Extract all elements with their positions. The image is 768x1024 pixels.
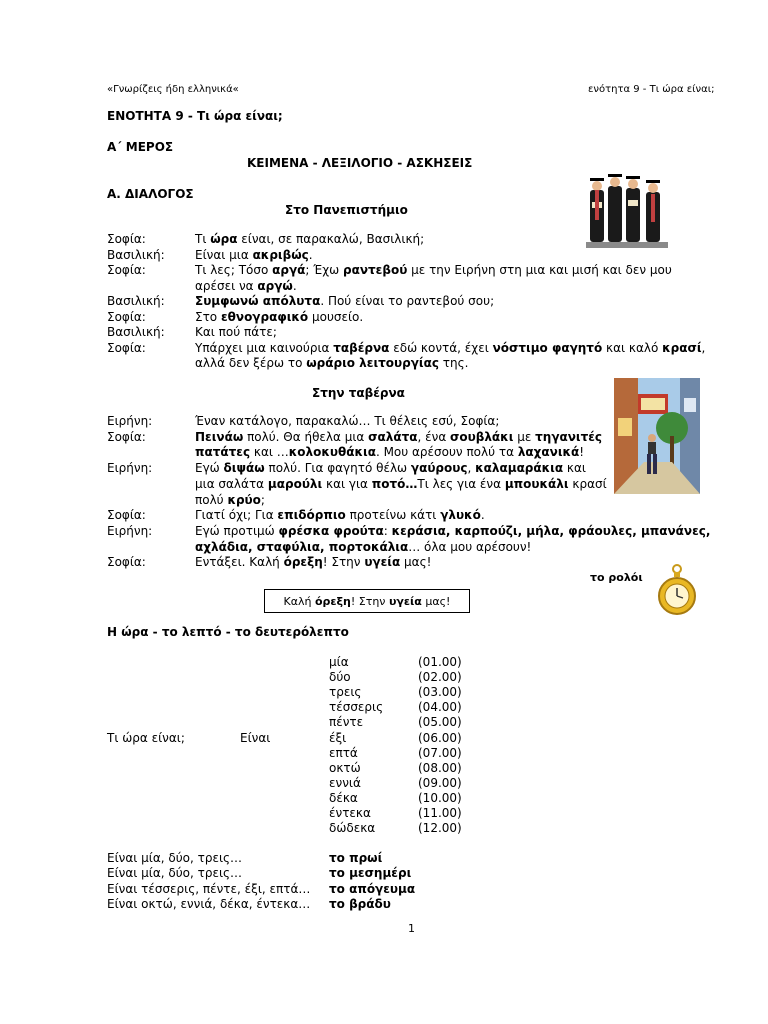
dialogue-line xyxy=(195,325,717,340)
text-run: γαύρους xyxy=(410,461,468,476)
text-run: καλαμαράκια xyxy=(475,461,564,476)
hour-numeric: (11.00) xyxy=(418,806,462,820)
dialogue-line xyxy=(195,508,717,523)
hour-numeric: (04.00) xyxy=(418,700,462,715)
text-run: κολοκυθάκια xyxy=(288,445,376,460)
text-run: μαρούλι xyxy=(267,476,323,491)
dialogue-line xyxy=(195,493,717,508)
text-run: με την Ειρήνη στη μια και μισή και δεν μου xyxy=(407,263,672,277)
text-run: κρασί xyxy=(662,340,702,355)
text-run: υγεία xyxy=(388,594,422,608)
hour-word: δώδεκα xyxy=(329,821,376,836)
time-answer: Είναι xyxy=(240,731,271,745)
text-run: της. xyxy=(438,356,469,370)
text-run: όρεξη xyxy=(314,594,351,608)
hour-word: τρεις xyxy=(329,685,362,700)
text-run: ! Στην xyxy=(350,594,389,608)
text-run: Έναν κατάλογο, παρακαλώ… Τι θέλεις εσύ, Σοφία; xyxy=(195,414,500,428)
text-run: και για xyxy=(322,476,372,491)
speaker-name: Βασιλική: xyxy=(107,247,165,262)
hour-numeric: (09.00) xyxy=(418,775,462,790)
text-run: τηγανιτές xyxy=(535,429,603,444)
text-run: αργώ xyxy=(257,278,293,293)
text-run: προτείνω κάτι xyxy=(345,508,441,523)
speaker-name: Σοφία: xyxy=(107,508,146,523)
text-run: πολύ. Θα ήθελα μια xyxy=(243,429,369,444)
text-run: μας! xyxy=(400,555,432,570)
text-run: πολύ xyxy=(195,492,228,507)
hour-word: εννιά xyxy=(329,775,361,790)
text-run: μουσείο. xyxy=(308,309,364,324)
text-run: αλλά δεν ξέρω το xyxy=(195,356,307,370)
speaker-name: Βασιλική: xyxy=(107,294,165,308)
text-run: και … xyxy=(250,445,289,460)
text-run: φρέσκα φρούτα xyxy=(278,523,384,538)
speaker-name: Σοφία: xyxy=(107,340,146,355)
hour-numeric: (05.00) xyxy=(418,715,462,730)
period-label: το μεσημέρι xyxy=(329,866,412,881)
text-run: ! xyxy=(579,445,585,460)
text-run: σαλάτα xyxy=(368,429,418,444)
text-run: κρασί xyxy=(568,476,607,491)
hour-word: επτά xyxy=(329,745,358,760)
dialogue2-heading: Στην ταβέρνα xyxy=(312,386,405,400)
hour-numeric: (10.00) xyxy=(418,790,462,805)
period-example: Είναι οκτώ, εννιά, δέκα, έντεκα… xyxy=(107,896,311,911)
dialogue-line xyxy=(195,524,717,539)
text-run: Υπάρχει μια καινούρια xyxy=(195,340,334,355)
text-run: Εντάξει. Καλή xyxy=(195,555,284,570)
text-run: πατάτες xyxy=(195,445,251,460)
text-run: όρεξη xyxy=(283,555,323,570)
text-run: Τι xyxy=(195,232,211,246)
hour-numeric: (03.00) xyxy=(418,685,462,700)
running-header-right: ενότητα 9 - Τι ώρα είναι; xyxy=(588,84,715,95)
speaker-name: Σοφία: xyxy=(107,309,146,324)
hour-numeric: (12.00) xyxy=(418,821,462,836)
part-heading: Α΄ ΜΕΡΟΣ xyxy=(107,140,174,154)
period-label: το πρωί xyxy=(329,851,383,865)
text-run: . Πού είναι το ραντεβού σου; xyxy=(320,294,495,308)
text-run: υγεία xyxy=(364,555,401,570)
hour-word: τέσσερις xyxy=(329,700,384,715)
dialogue-line xyxy=(195,294,717,309)
text-run: κρύο xyxy=(227,492,261,507)
speaker-name: Σοφία: xyxy=(107,232,146,246)
text-run: , xyxy=(701,340,706,355)
text-run: γλυκό xyxy=(440,508,481,523)
text-run: Γιατί όχι; Για xyxy=(195,508,278,523)
hour-word: δύο xyxy=(329,670,351,685)
dialogue-line xyxy=(195,263,717,278)
hour-numeric: (02.00) xyxy=(418,670,462,685)
text-run: μας! xyxy=(421,594,451,608)
text-run: Πεινάω xyxy=(195,429,244,444)
clock-label: το ρολόι xyxy=(590,571,643,584)
dialogue-section-heading: Α. ΔΙΑΛΟΓΟΣ xyxy=(107,187,194,201)
text-run: εδώ κοντά, έχει xyxy=(389,340,493,355)
hour-word: έξι xyxy=(329,730,347,745)
hour-word: οκτώ xyxy=(329,760,361,775)
period-label: το βράδυ xyxy=(329,896,391,911)
text-run: λαχανικά xyxy=(517,445,580,460)
period-example: Είναι τέσσερις, πέντε, έξι, επτά… xyxy=(107,881,311,896)
unit-title: ΕΝΟΤΗΤΑ 9 - Τι ώρα είναι; xyxy=(107,109,283,123)
text-run: είναι, σε παρακαλώ, Βασιλική; xyxy=(237,232,425,246)
text-run: επιδόρπιο xyxy=(277,508,346,523)
dialogue-line xyxy=(195,356,717,371)
speaker-name: Σοφία: xyxy=(107,429,146,444)
text-run: ταβέρνα xyxy=(333,340,390,355)
text-run: αρέσει να xyxy=(195,278,258,293)
text-run: . Μου αρέσουν πολύ τα xyxy=(375,445,518,460)
hour-word: έντεκα xyxy=(329,806,371,820)
pocket-watch-image xyxy=(657,563,697,617)
boxed-phrase xyxy=(264,589,470,613)
text-run: , xyxy=(467,461,476,476)
text-run: ώρα xyxy=(210,232,238,246)
graduates-image xyxy=(586,172,668,248)
text-run: αχλάδια, σταφύλια, πορτοκάλια xyxy=(195,539,409,554)
dialogue-line xyxy=(195,555,717,570)
text-run: με xyxy=(513,429,536,444)
dialogue-line xyxy=(195,341,717,356)
page-number: 1 xyxy=(408,922,415,935)
text-run: σουβλάκι xyxy=(450,429,514,444)
running-header-left: «Γνωρίζεις ήδη ελληνικά« xyxy=(107,84,239,95)
text-run: μια σαλάτα xyxy=(195,476,268,491)
section-subtitle: ΚΕΙΜΕΝΑ - ΛΕΞΙΛΟΓΙΟ - ΑΣΚΗΣΕΙΣ xyxy=(247,156,473,170)
text-run: νόστιμο φαγητό xyxy=(492,340,603,355)
hour-word: μία xyxy=(329,655,349,669)
period-example: Είναι μία, δύο, τρεις… xyxy=(107,866,243,881)
text-run: Τι λες για ένα xyxy=(417,476,505,491)
hour-numeric: (08.00) xyxy=(418,760,462,775)
text-run: ; xyxy=(260,492,265,507)
text-run: εθνογραφικό xyxy=(220,309,309,324)
text-run: πολύ. Για φαγητό θέλω xyxy=(264,461,411,476)
text-run: μπουκάλι xyxy=(504,476,569,491)
period-label: το απόγευμα xyxy=(329,881,416,896)
text-run: Συμφωνώ απόλυτα xyxy=(195,294,321,308)
text-run: Τι λες; Τόσο xyxy=(195,263,273,277)
taverna-street-image xyxy=(614,378,700,494)
text-run: ! Στην xyxy=(322,555,365,570)
text-run: Και πού πάτε; xyxy=(195,325,277,339)
text-run: Καλή xyxy=(283,594,315,608)
hour-word: δέκα xyxy=(329,790,358,805)
time-question: Τι ώρα είναι; xyxy=(107,731,185,745)
dialogue-line xyxy=(195,279,717,294)
hour-numeric: (01.00) xyxy=(418,655,462,669)
text-run: . xyxy=(480,508,485,523)
hour-word: πέντε xyxy=(329,715,364,730)
text-run: Στο xyxy=(195,309,221,324)
hour-numeric: (06.00) xyxy=(418,730,462,745)
text-run: Είναι μια xyxy=(195,247,253,262)
text-run: . xyxy=(292,278,297,293)
text-run: : xyxy=(383,523,392,538)
text-run: και καλό xyxy=(602,340,663,355)
speaker-name: Ειρήνη: xyxy=(107,523,153,538)
dialogue1-heading: Στο Πανεπιστήμιο xyxy=(285,203,408,217)
dialogue-line xyxy=(195,248,717,263)
text-run: ποτό… xyxy=(371,476,418,491)
dialogue-line xyxy=(195,310,717,325)
text-run: Εγώ xyxy=(195,461,224,476)
text-run: διψάω xyxy=(223,461,265,476)
period-example: Είναι μία, δύο, τρεις… xyxy=(107,851,243,865)
text-run: αργά xyxy=(272,263,306,277)
speaker-name: Βασιλική: xyxy=(107,325,165,339)
speaker-name: Σοφία: xyxy=(107,555,146,570)
speaker-name: Ειρήνη: xyxy=(107,414,153,428)
speaker-name: Ειρήνη: xyxy=(107,461,153,476)
time-section-heading: Η ώρα - το λεπτό - το δευτερόλεπτο xyxy=(107,625,349,639)
text-run: Εγώ προτιμώ xyxy=(195,523,279,538)
text-run: ραντεβού xyxy=(343,263,408,277)
text-run: ; Έχω xyxy=(305,263,344,277)
text-run: . xyxy=(308,247,313,262)
text-run: και xyxy=(563,461,586,476)
text-run: ωράριο λειτουργίας xyxy=(306,356,439,370)
speaker-name: Σοφία: xyxy=(107,263,146,277)
text-run: … όλα μου αρέσουν! xyxy=(408,539,532,554)
hour-numeric: (07.00) xyxy=(418,745,462,760)
dialogue-line xyxy=(195,540,717,555)
text-run: , ένα xyxy=(417,429,451,444)
text-run: ακριβώς xyxy=(252,247,309,262)
text-run: κεράσια, καρπούζι, μήλα, φράουλες, μπανάνες, xyxy=(391,523,711,538)
